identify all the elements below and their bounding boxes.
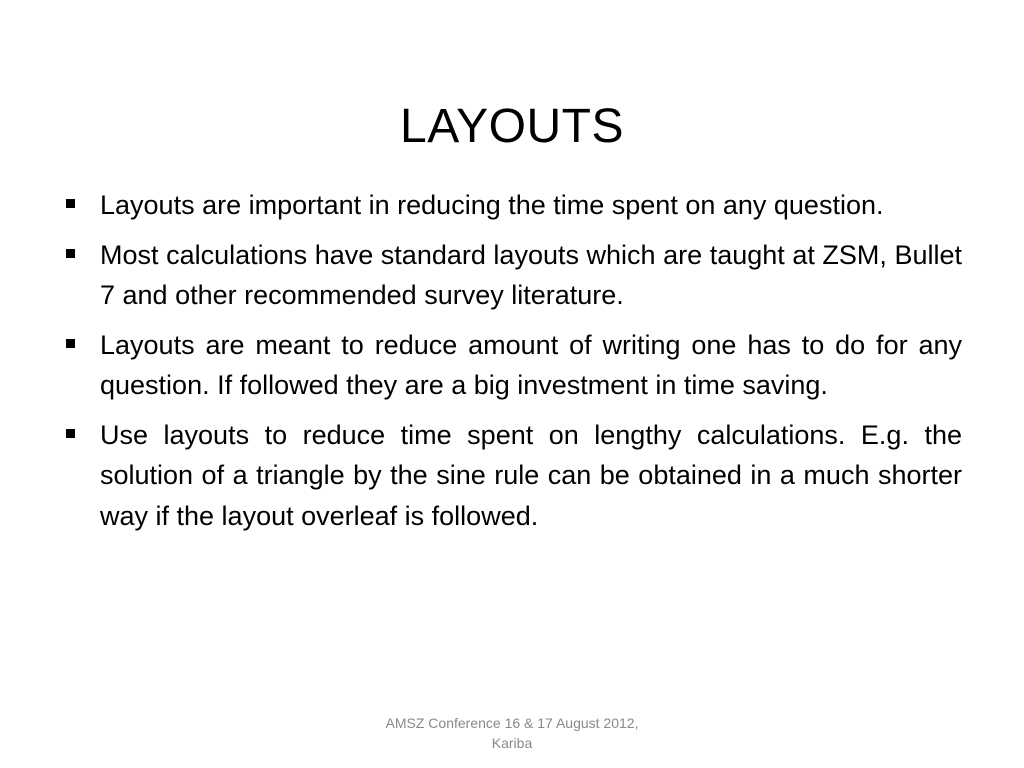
bullet-item — [60, 325, 962, 406]
square-bullet-icon — [66, 429, 75, 438]
bullet-list — [60, 185, 962, 545]
square-bullet-icon — [66, 199, 75, 208]
slide-title: LAYOUTS — [400, 100, 624, 154]
bullet-text: Layouts are important in reducing the time spent on any question. — [100, 190, 884, 220]
footer-line-2: Kariba — [491, 735, 533, 751]
footer — [362, 713, 662, 753]
bullet-text: Most calculations have standard layouts which are taught at ZSM, Bullet 7 and other recommended survey literature. — [100, 239, 962, 310]
square-bullet-icon — [66, 339, 75, 348]
bullet-item — [60, 235, 962, 316]
bullet-text: Use layouts to reduce time spent on lengthy calculations. E.g. the solution of a triangle by the sine rule can be obtained in a much shorter way if the layout overleaf is followed. — [100, 419, 962, 531]
footer-line-1: AMSZ Conference 16 & 17 August 2012, — [385, 715, 639, 731]
bullet-item — [60, 415, 962, 537]
square-bullet-icon — [66, 249, 75, 258]
bullet-item — [60, 185, 962, 226]
bullet-text: Layouts are meant to reduce amount of writing one has to do for any question. If followed they are a big investment in time saving. — [100, 329, 962, 400]
